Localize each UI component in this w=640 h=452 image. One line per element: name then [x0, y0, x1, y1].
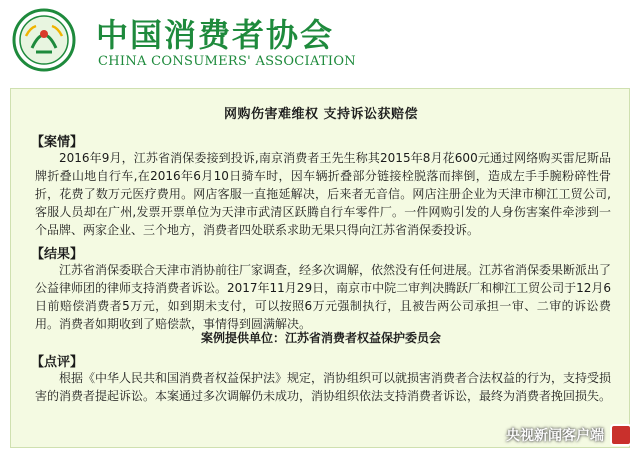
- section-heading-result: 【结果】: [31, 247, 84, 262]
- section-heading-case: 【案情】: [31, 135, 84, 150]
- article-title: 网购伤害难维权 支持诉讼获赔偿: [223, 107, 419, 122]
- section-text-result: 江苏省消保委联合天津市消协前往厂家调查，经多次调解，依然没有任何进展。江苏省消保委果断派出了公益律师团的律师支持消费者诉讼。2017年11月29日，南京市中院二审判决腾跃厂和柳江工贸公司于12月6日前赔偿消费者5万元，如到期未支付，可以按照6万元强制执行，且被告两公司承担一审、二审的诉讼费用。消费者如期收到了赔偿款，事情得到圆满解决。: [35, 263, 612, 331]
- section-heading-comment: 【点评】: [31, 355, 84, 370]
- cctv-news-icon: [610, 424, 632, 446]
- cca-logo-icon: [12, 8, 76, 72]
- watermark-text: 央视新闻客户端: [506, 428, 604, 444]
- cctv-watermark: [506, 424, 632, 446]
- site-header: [0, 0, 640, 82]
- case-panel: [10, 88, 630, 448]
- org-name-cn: 中国消费者协会: [96, 16, 335, 54]
- section-text-case: 2016年9月，江苏省消保委接到投诉,南京消费者王先生称其2015年8月花600元通过网络购买雷尼斯品牌折叠山地自行车,在2016年6月10日骑车时，因车辆折叠部分链接栓脱落而摔倒，造成左手手腕粉碎性骨折，花费了数万元医疗费用。网店客服一直拖延解决，后来者无音信。网店注册企业为天津市柳江工贸公司,客服人员却在广州,发票开票单位为天津市武清区跃腾自行车零件厂。一件网购引发的人身伤害案件牵涉到一个品牌、两家企业、三个地方，消费者四处联系求助无果只得向江苏省消保委投诉。: [35, 151, 611, 237]
- case-source-line: 案例提供单位：江苏省消费者权益保护委员会: [200, 331, 441, 345]
- org-name-en: CHINA CONSUMERS' ASSOCIATION: [98, 54, 356, 69]
- section-text-comment: 根据《中华人民共和国消费者权益保护法》规定，消协组织可以就损害消费者合法权益的行为，支持受损害的消费者提起诉讼。本案通过多次调解仍未成功，消协组织依法支持消费者诉讼，最终为消费者挽回损失。: [35, 371, 612, 403]
